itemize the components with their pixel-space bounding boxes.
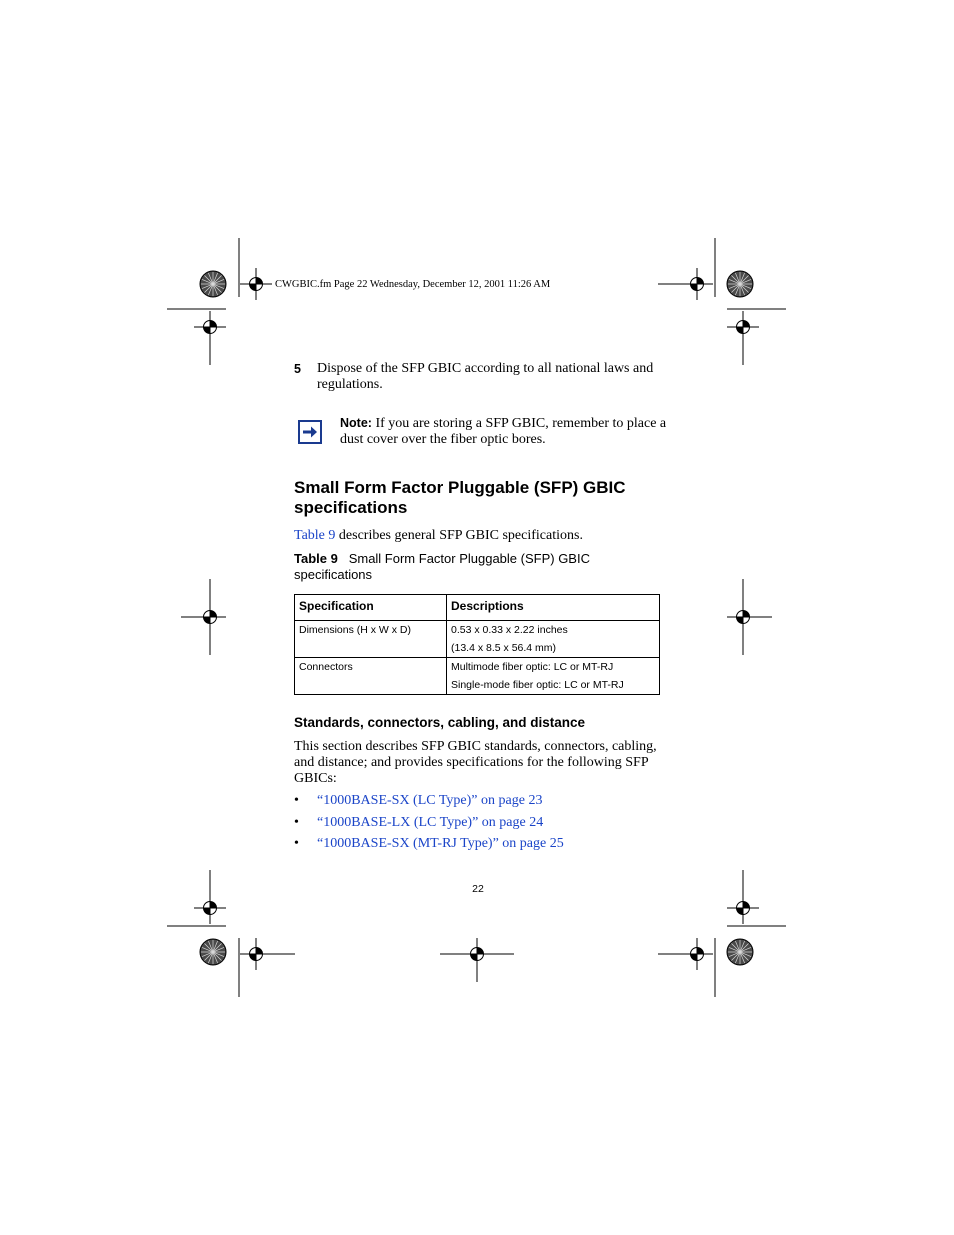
specifications-table bbox=[294, 594, 660, 695]
table-row bbox=[295, 658, 660, 695]
table-caption-number: Table 9 bbox=[294, 551, 338, 566]
bullet: • bbox=[294, 836, 299, 852]
bullet: • bbox=[294, 814, 299, 830]
intro-text: describes general SFP GBIC specifications. bbox=[335, 528, 583, 543]
desc-line: Multimode fiber optic: LC or MT-RJ bbox=[451, 661, 614, 673]
table-cell-desc bbox=[447, 658, 660, 695]
step-number: 5 bbox=[294, 362, 301, 376]
table-cell-spec: Dimensions (H x W x D) bbox=[295, 621, 447, 658]
cross-reference-link[interactable]: “1000BASE-LX (LC Type)” on page 24 bbox=[317, 814, 544, 830]
list-item bbox=[294, 836, 664, 858]
list-item bbox=[294, 793, 664, 815]
cross-reference-list bbox=[294, 793, 664, 858]
note-block bbox=[340, 415, 670, 448]
desc-line: (13.4 x 8.5 x 56.4 mm) bbox=[451, 642, 557, 654]
column-header-descriptions: Descriptions bbox=[447, 595, 660, 621]
note-label: Note: bbox=[340, 416, 372, 430]
table-header-row bbox=[295, 595, 660, 621]
desc-line: 0.53 x 0.33 x 2.22 inches bbox=[451, 624, 568, 636]
cross-reference-link[interactable]: “1000BASE-SX (MT-RJ Type)” on page 25 bbox=[317, 836, 564, 852]
subsection-paragraph: This section describes SFP GBIC standards, connectors, cabling, and distance; and provides specifications for the following SFP GBICs: bbox=[294, 739, 657, 786]
subsection-heading: Standards, connectors, cabling, and distance bbox=[294, 715, 586, 730]
arrow-right-icon bbox=[298, 420, 322, 444]
table-caption-title: Small Form Factor Pluggable (SFP) GBIC specifications bbox=[294, 551, 590, 582]
column-header-specification: Specification bbox=[295, 595, 447, 621]
table-caption bbox=[294, 551, 664, 583]
note-text: If you are storing a SFP GBIC, remember to place a dust cover over the fiber optic bores. bbox=[340, 416, 667, 447]
table-reference-link[interactable]: Table 9 bbox=[294, 528, 336, 543]
list-item bbox=[294, 815, 664, 837]
table-cell-desc bbox=[447, 621, 660, 658]
section-heading: Small Form Factor Pluggable (SFP) GBIC specifications bbox=[294, 478, 626, 517]
procedure-step bbox=[294, 361, 664, 393]
table-row bbox=[295, 621, 660, 658]
page-number: 22 bbox=[472, 883, 484, 895]
table-cell-spec: Connectors bbox=[295, 658, 447, 695]
bullet: • bbox=[294, 793, 299, 808]
step-text: Dispose of the SFP GBIC according to all national laws and regulations. bbox=[317, 361, 654, 392]
desc-line: Single-mode fiber optic: LC or MT-RJ bbox=[451, 679, 624, 691]
cross-reference-link[interactable]: “1000BASE-SX (LC Type)” on page 23 bbox=[317, 793, 543, 808]
section-intro bbox=[294, 528, 583, 544]
file-header: CWGBIC.fm Page 22 Wednesday, December 12, 2001 11:26 AM bbox=[275, 279, 551, 290]
